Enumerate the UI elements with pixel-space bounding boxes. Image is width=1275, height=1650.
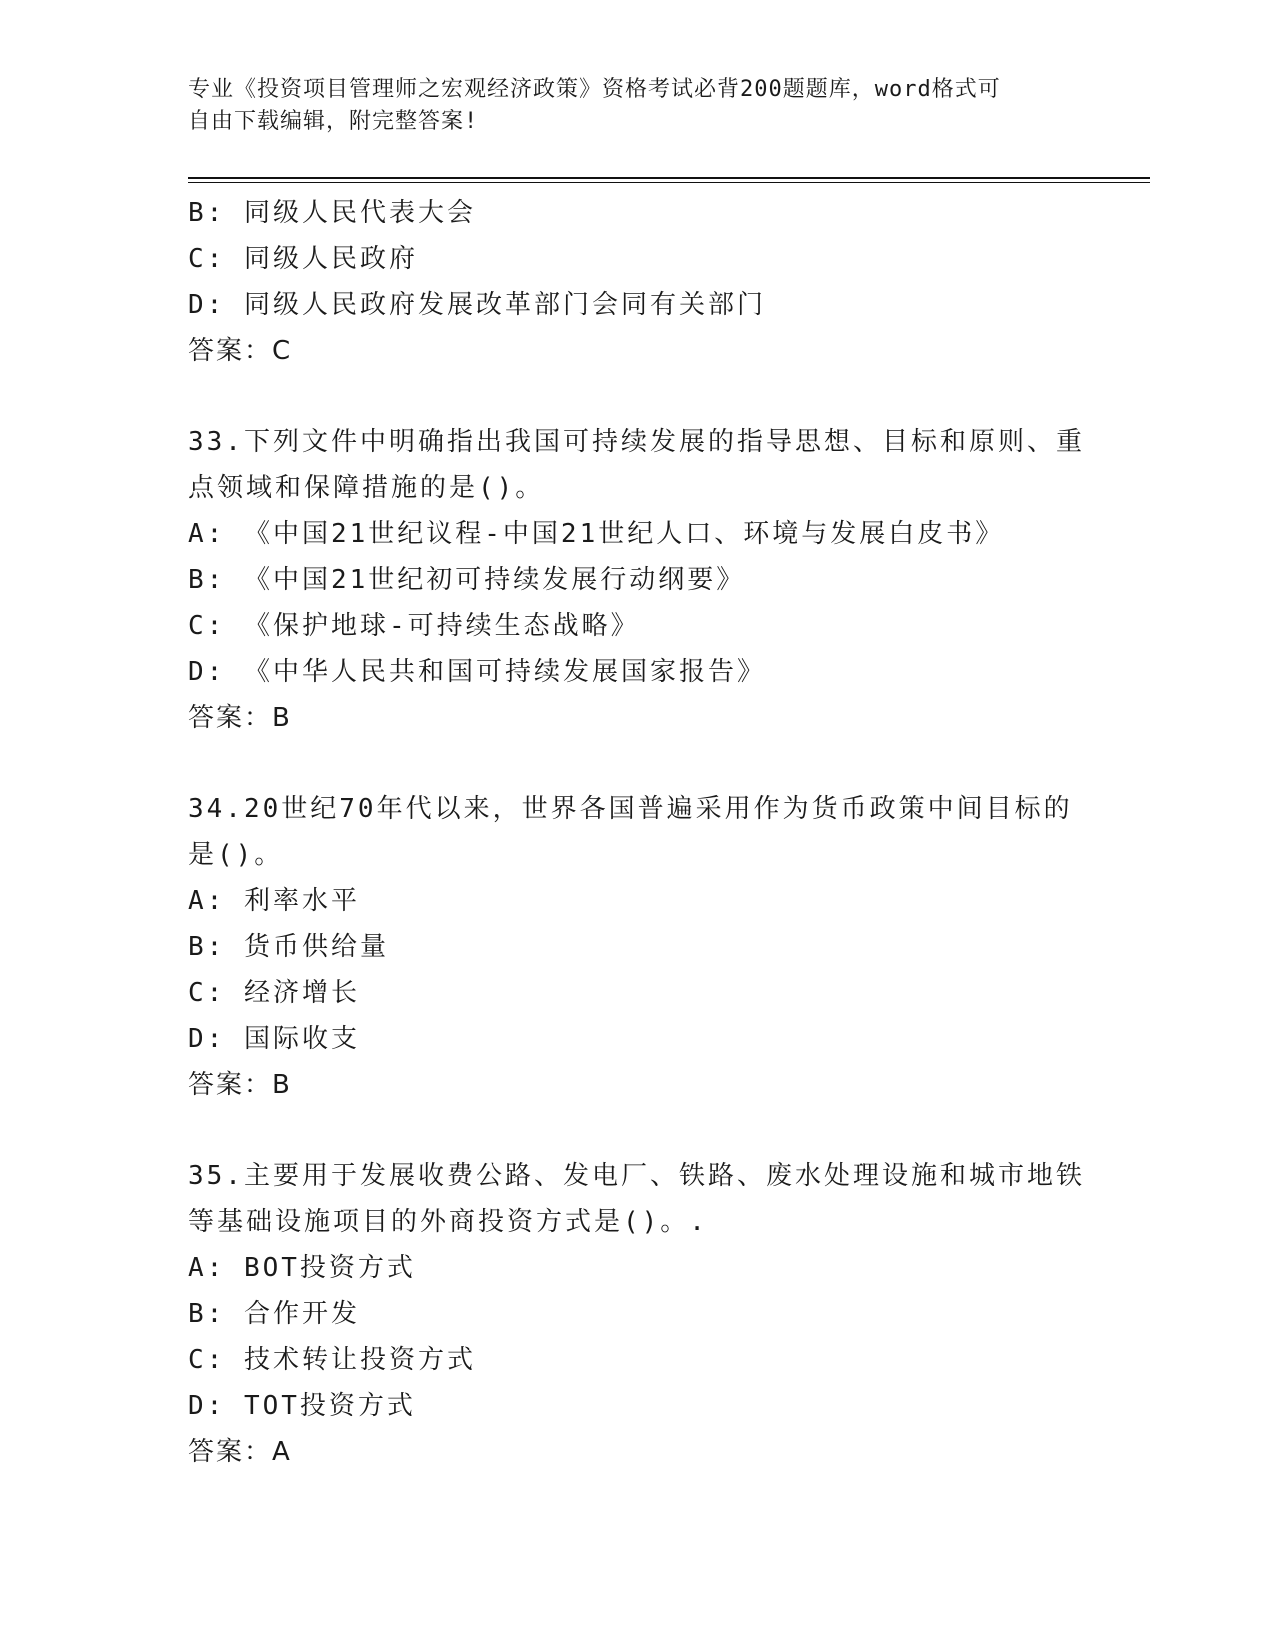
option-c: C: 技术转让投资方式 — [188, 1345, 476, 1375]
header-line-2: 自由下载编辑，附完整答案! — [188, 109, 479, 134]
option-b: B: 同级人民代表大会 — [188, 198, 476, 228]
answer-line: 答案：A — [188, 1437, 292, 1467]
question-stem-continued: 等基础设施项目的外商投资方式是()。. — [188, 1207, 708, 1237]
question-34 — [188, 786, 1088, 1108]
header-divider-thick — [188, 177, 1150, 179]
question-stem-continued: 是()。 — [188, 840, 284, 870]
option-d: D: 国际收支 — [188, 1024, 360, 1054]
spacer — [188, 741, 1088, 786]
spacer — [188, 1108, 1088, 1153]
answer-line: 答案：B — [188, 703, 292, 733]
question-stem-continued: 点领域和保障措施的是()。 — [188, 473, 545, 503]
option-c: C: 《保护地球-可持续生态战略》 — [188, 611, 640, 641]
answer-line: 答案：B — [188, 1070, 292, 1100]
question-stem: 34.20世纪70年代以来，世界各国普遍采用作为货币政策中间目标的 — [188, 794, 1073, 824]
document-body — [188, 190, 1088, 1475]
question-33 — [188, 419, 1088, 741]
header-divider-thin — [188, 182, 1150, 183]
header-line-1: 专业《投资项目管理师之宏观经济政策》资格考试必背200题题库，word格式可 — [188, 77, 1001, 102]
option-d: D: TOT投资方式 — [188, 1391, 416, 1421]
option-d: D: 同级人民政府发展改革部门会同有关部门 — [188, 290, 766, 320]
question-stem: 35.主要用于发展收费公路、发电厂、铁路、废水处理设施和城市地铁 — [188, 1161, 1085, 1191]
option-b: B: 合作开发 — [188, 1299, 360, 1329]
question-32-tail — [188, 190, 1088, 374]
option-a: A: 利率水平 — [188, 886, 360, 916]
option-b: B: 《中国21世纪初可持续发展行动纲要》 — [188, 565, 746, 595]
spacer — [188, 374, 1088, 419]
answer-line: 答案：C — [188, 336, 293, 366]
option-d: D: 《中华人民共和国可持续发展国家报告》 — [188, 657, 766, 687]
option-c: C: 经济增长 — [188, 978, 360, 1008]
question-35 — [188, 1153, 1088, 1475]
option-c: C: 同级人民政府 — [188, 244, 418, 274]
question-stem: 33.下列文件中明确指出我国可持续发展的指导思想、目标和原则、重 — [188, 427, 1085, 457]
option-a: A: BOT投资方式 — [188, 1253, 416, 1283]
option-b: B: 货币供给量 — [188, 932, 389, 962]
option-a: A: 《中国21世纪议程-中国21世纪人口、环境与发展白皮书》 — [188, 519, 1005, 549]
document-header — [188, 74, 1088, 138]
